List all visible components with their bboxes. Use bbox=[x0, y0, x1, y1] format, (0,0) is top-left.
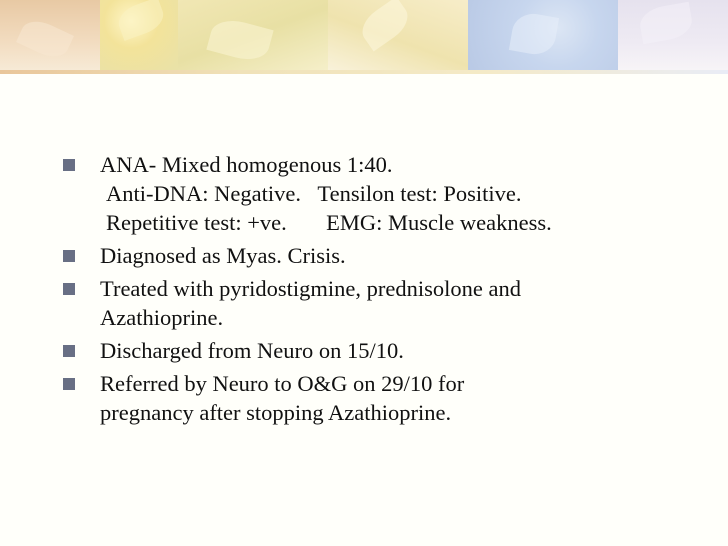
square-bullet-icon bbox=[63, 378, 75, 390]
bullet-text: Treated with pyridostigmine, prednisolone and bbox=[100, 276, 521, 301]
bullet-item bbox=[60, 241, 700, 270]
bullet-text: ANA- Mixed homogenous 1:40. bbox=[100, 152, 393, 177]
banner-strip bbox=[0, 70, 728, 74]
square-bullet-icon bbox=[63, 345, 75, 357]
bullet-text: Repetitive test: +ve. EMG: Muscle weakness. bbox=[106, 210, 552, 235]
square-bullet-icon bbox=[63, 283, 75, 295]
bullet-item bbox=[60, 150, 700, 237]
bullet-item bbox=[60, 369, 700, 427]
bullet-item bbox=[60, 274, 700, 332]
square-bullet-icon bbox=[63, 250, 75, 262]
bullet-text: pregnancy after stopping Azathioprine. bbox=[100, 400, 452, 425]
bullet-list bbox=[60, 150, 700, 427]
square-bullet-icon bbox=[63, 159, 75, 171]
bullet-text: Referred by Neuro to O&G on 29/10 for bbox=[100, 371, 465, 396]
bullet-item bbox=[60, 336, 700, 365]
floral-banner-image bbox=[0, 0, 728, 70]
bullet-text: Azathioprine. bbox=[100, 305, 224, 330]
bullet-text: Discharged from Neuro on 15/10. bbox=[100, 338, 404, 363]
bullet-text: Anti-DNA: Negative. Tensilon test: Positive. bbox=[106, 181, 522, 206]
bullet-text: Diagnosed as Myas. Crisis. bbox=[100, 243, 346, 268]
